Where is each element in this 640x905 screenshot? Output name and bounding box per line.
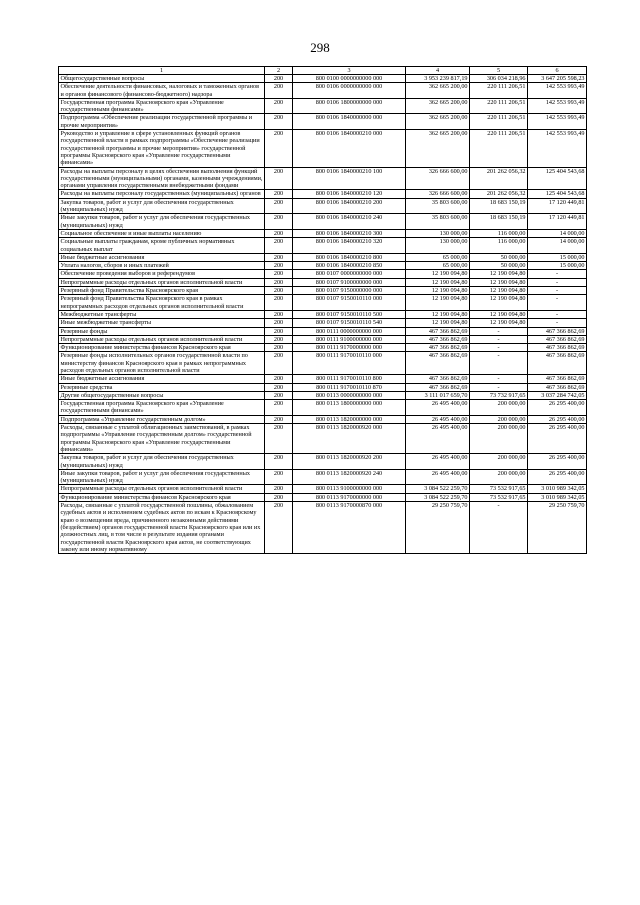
row-value-unexecuted-cell: 3 037 284 742,05 — [528, 391, 587, 399]
row-value-executed-cell: 220 111 206,51 — [470, 83, 528, 99]
row-value-unexecuted-cell: 3 010 989 342,05 — [528, 493, 587, 501]
row-value-unexecuted-cell: 26 295 400,00 — [528, 400, 587, 416]
row-value-approved-cell: 362 665 200,00 — [406, 114, 470, 130]
row-value-executed-cell: 220 111 206,51 — [470, 130, 528, 167]
row-name-cell: Резервный фонд Правительства Красноярского края — [59, 287, 265, 295]
row-value-unexecuted-cell: 26 295 400,00 — [528, 415, 587, 423]
row-value-approved-cell: 362 665 200,00 — [406, 98, 470, 114]
row-value-executed-cell: 12 190 094,80 — [470, 319, 528, 327]
row-kbk-cell: 800 0106 1840000210 120 — [293, 190, 406, 198]
row-name-cell: Иные закупки товаров, работ и услуг для обеспечения государственных (муниципальных) нужд — [59, 214, 265, 230]
row-value-executed-cell: - — [470, 502, 528, 554]
row-name-cell: Расходы, связанные с уплатой государственной пошлины, обжалованием судебных актов и исполнением судебных актов по искам к Красноярскому краю о возмещении вреда, причиненного незаконными действиями (бездействием) органов государственной власти Красноярского края или их должностных лиц, в том числе в результате издания органами государственной власти Красноярского края актов, не соответствующих закону или иному нормативному — [59, 502, 265, 554]
table-row — [59, 502, 587, 554]
row-name-cell: Обеспечение проведения выборов и референдумов — [59, 270, 265, 278]
row-value-approved-cell: 12 190 094,80 — [406, 278, 470, 286]
row-name-cell: Государственная программа Красноярского края «Управление государственными финансами» — [59, 400, 265, 416]
row-kbk-cell: 800 0106 1840000210 200 — [293, 198, 406, 214]
row-code-cell: 200 — [265, 229, 293, 237]
row-kbk-cell: 800 0111 9170010110 800 — [293, 375, 406, 383]
row-kbk-cell: 800 0113 1820000920 240 — [293, 469, 406, 485]
row-name-cell: Государственная программа Красноярского края «Управление государственными финансами» — [59, 98, 265, 114]
row-value-unexecuted-cell: 26 295 400,00 — [528, 454, 587, 470]
row-value-approved-cell: 26 495 400,00 — [406, 454, 470, 470]
header-row — [59, 67, 587, 75]
table-row — [59, 344, 587, 352]
row-value-unexecuted-cell: - — [528, 270, 587, 278]
row-kbk-cell: 800 0106 1840000210 100 — [293, 167, 406, 190]
row-value-approved-cell: 35 803 600,00 — [406, 198, 470, 214]
row-kbk-cell: 800 0106 1840000210 320 — [293, 238, 406, 254]
row-code-cell: 200 — [265, 383, 293, 391]
table-row — [59, 98, 587, 114]
row-kbk-cell: 800 0111 9170010110 000 — [293, 352, 406, 375]
row-value-executed-cell: 73 532 917,65 — [470, 493, 528, 501]
row-value-unexecuted-cell: 29 250 759,70 — [528, 502, 587, 554]
row-kbk-cell: 800 0106 1800000000 000 — [293, 98, 406, 114]
row-value-unexecuted-cell: 467 366 862,69 — [528, 352, 587, 375]
row-code-cell: 200 — [265, 83, 293, 99]
row-kbk-cell: 800 0113 1820000000 000 — [293, 415, 406, 423]
row-value-executed-cell: 12 190 094,80 — [470, 295, 528, 311]
row-code-cell: 200 — [265, 75, 293, 83]
row-name-cell: Закупка товаров, работ и услуг для обеспечения государственных (муниципальных) нужд — [59, 198, 265, 214]
row-code-cell: 200 — [265, 190, 293, 198]
row-kbk-cell: 800 0111 9170000000 000 — [293, 344, 406, 352]
row-value-executed-cell: 116 000,00 — [470, 229, 528, 237]
table-row — [59, 198, 587, 214]
table-row — [59, 253, 587, 261]
row-code-cell: 200 — [265, 98, 293, 114]
row-name-cell: Непрограммные расходы отдельных органов исполнительной власти — [59, 278, 265, 286]
row-value-approved-cell: 3 084 522 259,70 — [406, 493, 470, 501]
row-kbk-cell: 800 0107 9150010110 000 — [293, 295, 406, 311]
page-number: 298 — [310, 40, 330, 55]
table-row — [59, 424, 587, 454]
row-value-approved-cell: 130 000,00 — [406, 238, 470, 254]
table-row — [59, 310, 587, 318]
row-value-unexecuted-cell: - — [528, 278, 587, 286]
row-kbk-cell: 800 0107 9150010110 540 — [293, 319, 406, 327]
header-col-4: 4 — [406, 67, 470, 75]
row-kbk-cell: 800 0106 0000000000 000 — [293, 83, 406, 99]
row-kbk-cell: 800 0107 0000000000 000 — [293, 270, 406, 278]
row-value-executed-cell: 201 262 056,32 — [470, 167, 528, 190]
row-kbk-cell: 800 0107 9150000000 000 — [293, 287, 406, 295]
row-value-approved-cell: 326 666 600,00 — [406, 190, 470, 198]
row-code-cell: 200 — [265, 198, 293, 214]
row-kbk-cell: 800 0106 1840000210 850 — [293, 262, 406, 270]
row-value-executed-cell: 12 190 094,80 — [470, 310, 528, 318]
row-code-cell: 200 — [265, 287, 293, 295]
row-value-executed-cell: 50 000,00 — [470, 262, 528, 270]
row-kbk-cell: 800 0107 9150010110 500 — [293, 310, 406, 318]
row-code-cell: 200 — [265, 238, 293, 254]
table-row — [59, 493, 587, 501]
row-value-unexecuted-cell: 142 553 993,49 — [528, 130, 587, 167]
row-value-unexecuted-cell: 142 553 993,49 — [528, 98, 587, 114]
row-value-approved-cell: 467 366 862,69 — [406, 335, 470, 343]
row-name-cell: Непрограммные расходы отдельных органов исполнительной власти — [59, 335, 265, 343]
row-code-cell: 200 — [265, 454, 293, 470]
row-value-executed-cell: 73 532 917,65 — [470, 485, 528, 493]
row-name-cell: Иные бюджетные ассигнования — [59, 253, 265, 261]
row-name-cell: Обеспечение деятельности финансовых, налоговых и таможенных органов и органов финансового (финансово-бюджетного) надзора — [59, 83, 265, 99]
row-value-approved-cell: 26 495 400,00 — [406, 400, 470, 416]
row-value-approved-cell: 467 366 862,69 — [406, 327, 470, 335]
row-value-unexecuted-cell: 26 295 400,00 — [528, 469, 587, 485]
table-row — [59, 383, 587, 391]
row-name-cell: Иные межбюджетные трансферты — [59, 319, 265, 327]
table-row — [59, 190, 587, 198]
table-row — [59, 238, 587, 254]
row-value-unexecuted-cell: 467 366 862,69 — [528, 344, 587, 352]
row-value-approved-cell: 26 495 400,00 — [406, 469, 470, 485]
row-value-executed-cell: 200 000,00 — [470, 454, 528, 470]
row-name-cell: Расходы, связанные с уплатой облигационных заимствований, в рамках подпрограммы «Управление государственным долгом» государственной программы Красноярского края «Управление государственными финансами» — [59, 424, 265, 454]
row-value-unexecuted-cell: 14 000,00 — [528, 238, 587, 254]
row-kbk-cell: 800 0113 9100000000 000 — [293, 485, 406, 493]
row-kbk-cell: 800 0106 1840000000 000 — [293, 114, 406, 130]
row-code-cell: 200 — [265, 319, 293, 327]
table-row — [59, 485, 587, 493]
row-value-executed-cell: 200 000,00 — [470, 469, 528, 485]
row-value-unexecuted-cell: 17 120 449,81 — [528, 198, 587, 214]
table-body — [59, 75, 587, 554]
table-row — [59, 214, 587, 230]
row-kbk-cell: 800 0100 0000000000 000 — [293, 75, 406, 83]
row-value-unexecuted-cell: 125 404 543,68 — [528, 190, 587, 198]
row-code-cell: 200 — [265, 278, 293, 286]
row-value-executed-cell: 50 000,00 — [470, 253, 528, 261]
row-code-cell: 200 — [265, 253, 293, 261]
row-kbk-cell: 800 0113 1820000920 000 — [293, 424, 406, 454]
table-row — [59, 454, 587, 470]
row-name-cell: Уплата налогов, сборов и иных платежей — [59, 262, 265, 270]
row-name-cell: Резервные фонды — [59, 327, 265, 335]
row-code-cell: 200 — [265, 344, 293, 352]
row-name-cell: Другие общегосударственные вопросы — [59, 391, 265, 399]
row-value-approved-cell: 12 190 094,80 — [406, 295, 470, 311]
row-value-executed-cell: - — [470, 375, 528, 383]
row-name-cell: Функционирование министерства финансов Красноярского края — [59, 344, 265, 352]
row-name-cell: Расходы на выплаты персоналу в целях обеспечения выполнения функций государственными (муниципальными) органами, казенными учреждениями, органами управления государственными внебюджетными фондами — [59, 167, 265, 190]
header-col-3: 3 — [293, 67, 406, 75]
table-row — [59, 295, 587, 311]
row-value-approved-cell: 362 665 200,00 — [406, 130, 470, 167]
row-code-cell: 200 — [265, 262, 293, 270]
table-row — [59, 167, 587, 190]
row-value-unexecuted-cell: 467 366 862,69 — [528, 383, 587, 391]
row-value-executed-cell: - — [470, 344, 528, 352]
row-value-approved-cell: 65 000,00 — [406, 253, 470, 261]
budget-table — [58, 66, 587, 554]
row-value-executed-cell: - — [470, 352, 528, 375]
row-value-approved-cell: 35 803 600,00 — [406, 214, 470, 230]
table-row — [59, 83, 587, 99]
table-row — [59, 391, 587, 399]
row-name-cell: Общегосударственные вопросы — [59, 75, 265, 83]
row-code-cell: 200 — [265, 502, 293, 554]
row-value-unexecuted-cell: 467 366 862,69 — [528, 335, 587, 343]
row-value-approved-cell: 326 666 600,00 — [406, 167, 470, 190]
row-name-cell: Руководство и управление в сфере установленных функций органов государственной власти в рамках подпрограммы «Обеспечение реализации государственной программы и прочие мероприятия» государственной программы Красноярского края «Управление государственными финансами» — [59, 130, 265, 167]
table-row — [59, 278, 587, 286]
row-value-unexecuted-cell: 125 404 543,68 — [528, 167, 587, 190]
row-code-cell: 200 — [265, 335, 293, 343]
row-value-executed-cell: 201 262 056,32 — [470, 190, 528, 198]
row-name-cell: Социальное обеспечение и иные выплаты населению — [59, 229, 265, 237]
row-value-approved-cell: 467 366 862,69 — [406, 375, 470, 383]
row-code-cell: 200 — [265, 295, 293, 311]
row-code-cell: 200 — [265, 400, 293, 416]
row-value-unexecuted-cell: 15 000,00 — [528, 253, 587, 261]
row-value-approved-cell: 26 495 400,00 — [406, 424, 470, 454]
row-value-approved-cell: 12 190 094,80 — [406, 319, 470, 327]
row-value-approved-cell: 12 190 094,80 — [406, 287, 470, 295]
header-col-6: 6 — [528, 67, 587, 75]
row-name-cell: Функционирование министерства финансов Красноярского края — [59, 493, 265, 501]
row-kbk-cell: 800 0113 9170000870 000 — [293, 502, 406, 554]
table-row — [59, 327, 587, 335]
table-row — [59, 270, 587, 278]
row-value-approved-cell: 3 953 239 817,19 — [406, 75, 470, 83]
row-value-executed-cell: - — [470, 335, 528, 343]
table-row — [59, 229, 587, 237]
row-code-cell: 200 — [265, 167, 293, 190]
row-value-unexecuted-cell: 15 000,00 — [528, 262, 587, 270]
row-value-executed-cell: 200 000,00 — [470, 415, 528, 423]
header-col-1: 1 — [59, 67, 265, 75]
row-code-cell: 200 — [265, 391, 293, 399]
row-value-unexecuted-cell: 14 000,00 — [528, 229, 587, 237]
row-value-unexecuted-cell: - — [528, 295, 587, 311]
row-value-executed-cell: 12 190 094,80 — [470, 278, 528, 286]
row-code-cell: 200 — [265, 114, 293, 130]
row-name-cell: Непрограммные расходы отдельных органов исполнительной власти — [59, 485, 265, 493]
row-value-approved-cell: 65 000,00 — [406, 262, 470, 270]
row-name-cell: Межбюджетные трансферты — [59, 310, 265, 318]
row-value-approved-cell: 130 000,00 — [406, 229, 470, 237]
table-row — [59, 469, 587, 485]
row-kbk-cell: 800 0111 9170010110 870 — [293, 383, 406, 391]
row-value-approved-cell: 29 250 759,70 — [406, 502, 470, 554]
table-row — [59, 400, 587, 416]
row-code-cell: 200 — [265, 469, 293, 485]
row-value-executed-cell: - — [470, 383, 528, 391]
row-name-cell: Закупка товаров, работ и услуг для обеспечения государственных (муниципальных) нужд — [59, 454, 265, 470]
header-col-2: 2 — [265, 67, 293, 75]
table-row — [59, 352, 587, 375]
row-value-approved-cell: 12 190 094,80 — [406, 270, 470, 278]
row-code-cell: 200 — [265, 327, 293, 335]
row-value-approved-cell: 3 084 522 259,70 — [406, 485, 470, 493]
row-name-cell: Расходы на выплаты персоналу государственных (муниципальных) органов — [59, 190, 265, 198]
table-row — [59, 262, 587, 270]
row-name-cell: Социальные выплаты гражданам, кроме публичных нормативных социальных выплат — [59, 238, 265, 254]
row-value-approved-cell: 3 111 017 659,70 — [406, 391, 470, 399]
row-value-approved-cell: 467 366 862,69 — [406, 383, 470, 391]
table-row — [59, 114, 587, 130]
row-value-executed-cell: 12 190 094,80 — [470, 287, 528, 295]
row-code-cell: 200 — [265, 130, 293, 167]
row-kbk-cell: 800 0113 1800000000 000 — [293, 400, 406, 416]
row-value-unexecuted-cell: - — [528, 310, 587, 318]
row-name-cell: Резервные средства — [59, 383, 265, 391]
row-kbk-cell: 800 0106 1840000210 300 — [293, 229, 406, 237]
row-code-cell: 200 — [265, 485, 293, 493]
row-value-unexecuted-cell: 142 553 993,49 — [528, 83, 587, 99]
row-kbk-cell: 800 0113 9170000000 000 — [293, 493, 406, 501]
row-value-executed-cell: 220 111 206,51 — [470, 98, 528, 114]
row-kbk-cell: 800 0107 9100000000 000 — [293, 278, 406, 286]
row-value-approved-cell: 467 366 862,69 — [406, 352, 470, 375]
row-kbk-cell: 800 0106 1840000210 800 — [293, 253, 406, 261]
header-col-5: 5 — [470, 67, 528, 75]
table-row — [59, 130, 587, 167]
row-value-unexecuted-cell: - — [528, 319, 587, 327]
row-value-executed-cell: 306 034 218,96 — [470, 75, 528, 83]
row-value-unexecuted-cell: 467 366 862,69 — [528, 327, 587, 335]
row-value-unexecuted-cell: 142 553 993,49 — [528, 114, 587, 130]
row-name-cell: Резервные фонды исполнительных органов государственной власти по министерству финансов Красноярского края в рамках непрограммных расходов отдельных органов исполнительной власти — [59, 352, 265, 375]
row-value-unexecuted-cell: 3 010 989 342,05 — [528, 485, 587, 493]
row-name-cell: Подпрограмма «Обеспечение реализации государственной программы и прочие мероприятия» — [59, 114, 265, 130]
row-code-cell: 200 — [265, 493, 293, 501]
row-value-unexecuted-cell: 3 647 205 598,23 — [528, 75, 587, 83]
row-value-unexecuted-cell: 467 366 862,69 — [528, 375, 587, 383]
row-value-executed-cell: 12 190 094,80 — [470, 270, 528, 278]
row-value-executed-cell: 73 732 917,65 — [470, 391, 528, 399]
row-value-approved-cell: 26 495 400,00 — [406, 415, 470, 423]
row-code-cell: 200 — [265, 424, 293, 454]
row-name-cell: Иные закупки товаров, работ и услуг для обеспечения государственных (муниципальных) нужд — [59, 469, 265, 485]
table-row — [59, 375, 587, 383]
row-code-cell: 200 — [265, 375, 293, 383]
row-kbk-cell: 800 0111 9100000000 000 — [293, 335, 406, 343]
row-value-approved-cell: 467 366 862,69 — [406, 344, 470, 352]
table-row — [59, 319, 587, 327]
row-value-executed-cell: 200 000,00 — [470, 400, 528, 416]
row-value-executed-cell: 18 683 150,19 — [470, 214, 528, 230]
row-name-cell: Подпрограмма «Управление государственным долгом» — [59, 415, 265, 423]
row-value-executed-cell: - — [470, 327, 528, 335]
row-kbk-cell: 800 0113 1820000920 200 — [293, 454, 406, 470]
row-value-executed-cell: 220 111 206,51 — [470, 114, 528, 130]
row-kbk-cell: 800 0113 0000000000 000 — [293, 391, 406, 399]
row-name-cell: Иные бюджетные ассигнования — [59, 375, 265, 383]
table-row — [59, 335, 587, 343]
row-kbk-cell: 800 0111 0000000000 000 — [293, 327, 406, 335]
row-value-executed-cell: 200 000,00 — [470, 424, 528, 454]
row-code-cell: 200 — [265, 310, 293, 318]
row-value-approved-cell: 362 665 200,00 — [406, 83, 470, 99]
row-kbk-cell: 800 0106 1840000210 000 — [293, 130, 406, 167]
row-code-cell: 200 — [265, 415, 293, 423]
row-value-executed-cell: 18 683 150,19 — [470, 198, 528, 214]
row-code-cell: 200 — [265, 270, 293, 278]
table-row — [59, 75, 587, 83]
row-code-cell: 200 — [265, 352, 293, 375]
row-name-cell: Резервный фонд Правительства Красноярского края в рамках непрограммных расходов отдельных органов исполнительной власти — [59, 295, 265, 311]
table-row — [59, 415, 587, 423]
row-value-executed-cell: 116 000,00 — [470, 238, 528, 254]
table-row — [59, 287, 587, 295]
row-kbk-cell: 800 0106 1840000210 240 — [293, 214, 406, 230]
row-value-unexecuted-cell: - — [528, 287, 587, 295]
row-value-approved-cell: 12 190 094,80 — [406, 310, 470, 318]
row-value-unexecuted-cell: 26 295 400,00 — [528, 424, 587, 454]
row-value-unexecuted-cell: 17 120 449,81 — [528, 214, 587, 230]
row-code-cell: 200 — [265, 214, 293, 230]
